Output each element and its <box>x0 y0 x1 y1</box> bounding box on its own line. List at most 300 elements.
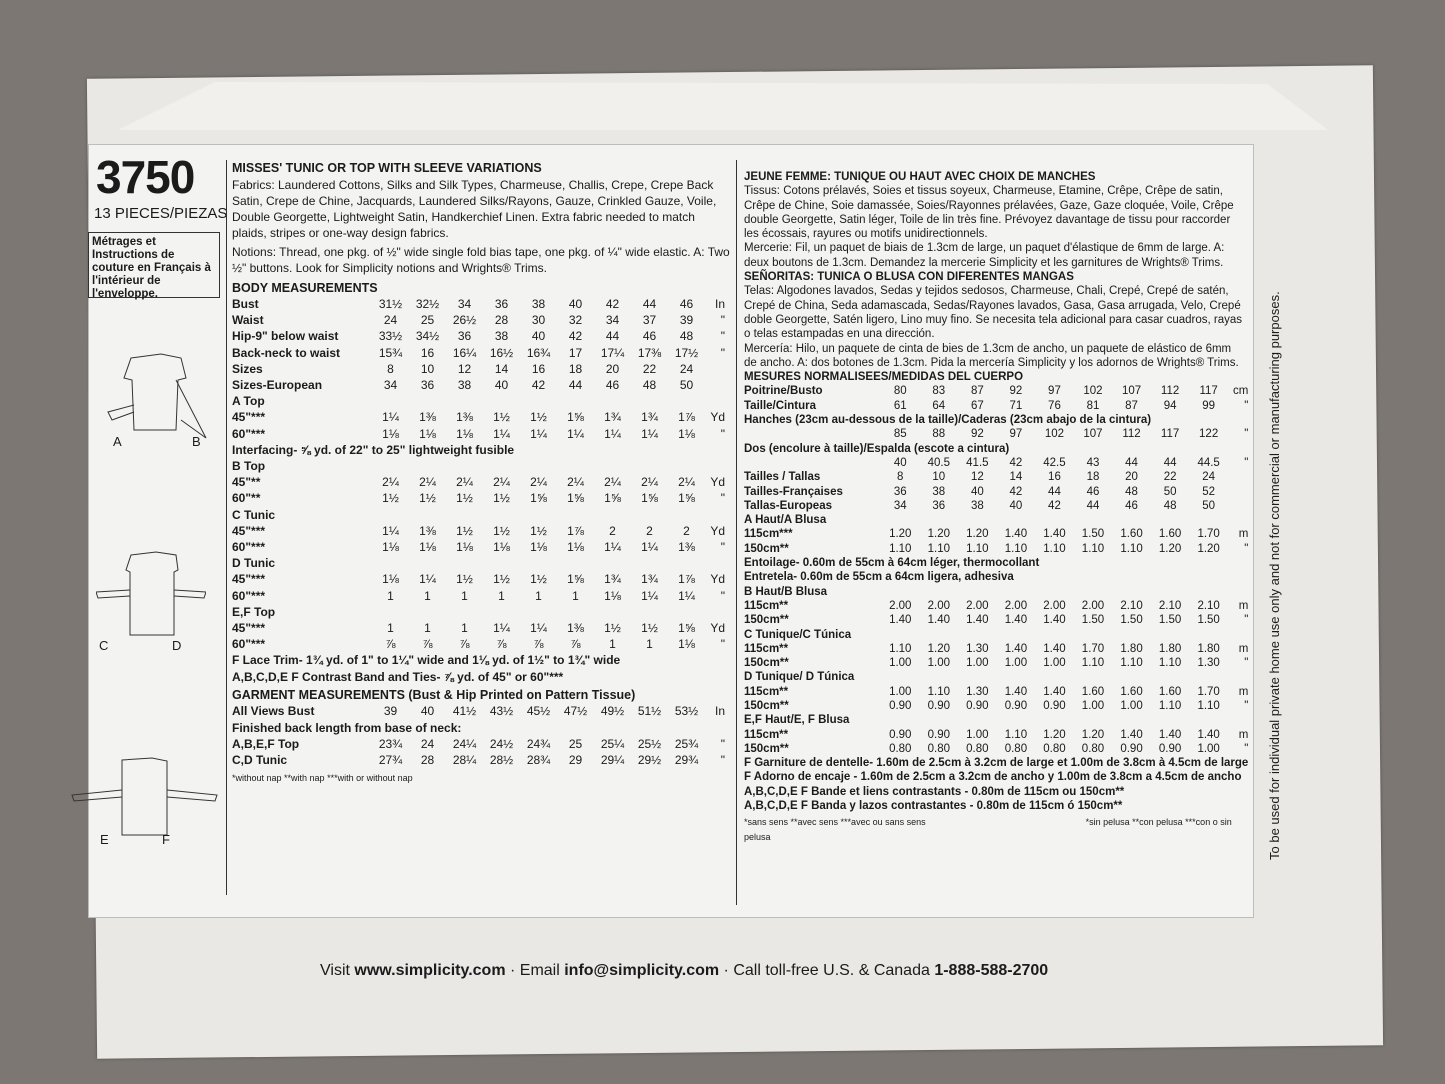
row-value: 23¾ <box>378 736 403 751</box>
row-label: Taille/Cintura <box>744 399 816 412</box>
row-value <box>1189 585 1228 599</box>
row-value: 1½ <box>530 572 547 587</box>
row-value: 25¾ <box>674 736 699 751</box>
row-label: Entretela- 0.60m de 55cm a 64cm ligera, adhesiva <box>744 571 1014 584</box>
row-value: 92 <box>970 428 984 441</box>
measurement-row <box>232 523 725 539</box>
footer-email-label: · Email <box>505 962 565 979</box>
row-value: 43 <box>1086 456 1100 469</box>
row-value: 1⅛ <box>678 426 695 441</box>
row-value: 28½ <box>489 752 514 767</box>
row-value <box>520 604 557 620</box>
row-value: 1.00 <box>1081 699 1105 712</box>
row-value <box>1074 628 1113 642</box>
row-value: 47½ <box>563 704 588 719</box>
row-label: Finished back length from base of neck: <box>232 720 462 735</box>
row-value: 37 <box>642 313 657 328</box>
row-value: 24 <box>420 736 435 751</box>
row-unit: cm <box>1232 385 1249 398</box>
row-value: 2¼ <box>456 475 473 490</box>
measurement-row <box>232 377 725 393</box>
row-value: 32½ <box>415 297 440 311</box>
row-label: 45"*** <box>232 572 266 587</box>
row-value: 1¼ <box>567 426 584 441</box>
garment-measurements-table <box>232 703 725 768</box>
row-value: 36 <box>932 499 946 512</box>
row-value <box>1074 670 1113 684</box>
measurement-row <box>744 542 1248 556</box>
row-value <box>1074 513 1113 527</box>
row-value <box>958 670 997 684</box>
row-value: 0.90 <box>966 699 989 712</box>
row-unit <box>705 555 725 571</box>
row-value: 36 <box>420 378 435 393</box>
row-value: 1¼ <box>641 426 658 441</box>
row-value: 1.40 <box>1158 728 1182 741</box>
row-label: E,F Haut/E, F Blusa <box>744 714 850 727</box>
row-value: 2.10 <box>1120 599 1143 612</box>
measurement-row <box>744 485 1248 499</box>
row-value <box>631 604 668 620</box>
row-value: 2¼ <box>567 475 584 490</box>
row-value: 2¼ <box>604 475 621 490</box>
measurement-row <box>744 756 1248 770</box>
row-label: A Top <box>232 394 265 409</box>
row-value: 102 <box>1083 385 1103 398</box>
row-value: 24 <box>679 361 694 376</box>
envelope-flap <box>118 82 1328 130</box>
row-value: 1.00 <box>927 657 950 670</box>
row-value: 46 <box>642 329 657 344</box>
row-value: 1.40 <box>966 614 989 627</box>
row-label: D Tunique/ D Túnica <box>744 671 855 684</box>
row-value: 1⅛ <box>419 540 436 555</box>
measurement-row <box>232 652 725 668</box>
row-value: 1⅛ <box>567 540 584 555</box>
row-value: 1.10 <box>1081 542 1105 555</box>
view-c-label: C <box>99 638 109 653</box>
row-value: 1¼ <box>530 426 547 441</box>
row-value: 97 <box>1048 385 1061 398</box>
row-value <box>997 670 1036 684</box>
measurement-row <box>744 799 1248 813</box>
row-value <box>594 393 631 409</box>
row-value <box>372 604 409 620</box>
row-value <box>1112 670 1151 684</box>
row-value: 43½ <box>489 704 514 719</box>
row-value: 2 <box>609 523 616 538</box>
measurement-row <box>744 470 1248 484</box>
row-value: 34 <box>383 378 398 393</box>
row-value: 1.00 <box>1043 657 1066 670</box>
row-value: 1.40 <box>1004 614 1028 627</box>
row-value <box>668 458 705 474</box>
row-value: 1 <box>646 637 653 652</box>
row-unit: " <box>720 637 725 652</box>
row-label: Sizes-European <box>232 378 323 393</box>
row-value: 2¼ <box>419 475 436 490</box>
row-value: 76 <box>1048 399 1061 412</box>
row-value: 34 <box>893 499 907 512</box>
row-label: 45"*** <box>232 410 266 425</box>
row-value: 1 <box>498 588 505 603</box>
row-value: 1⅝ <box>567 572 584 587</box>
row-value <box>1035 670 1074 684</box>
row-value: 38 <box>531 297 546 311</box>
row-value <box>483 604 520 620</box>
row-value: 1.60 <box>1081 685 1105 698</box>
row-value: 1⅛ <box>419 426 436 441</box>
row-value: 1½ <box>456 572 473 587</box>
row-value: 2.00 <box>889 599 912 612</box>
row-unit <box>1228 628 1248 642</box>
row-value: 0.90 <box>1004 699 1028 712</box>
row-value: 1¼ <box>493 621 510 636</box>
row-value: 1 <box>535 588 542 603</box>
row-value <box>881 513 920 527</box>
row-unit: Yd <box>710 572 725 587</box>
measurement-row <box>744 442 1248 456</box>
row-value: 1⅛ <box>382 572 399 587</box>
row-unit: Yd <box>710 621 725 636</box>
row-value: 0.80 <box>1043 742 1066 755</box>
row-value <box>409 393 446 409</box>
row-unit: " <box>1244 742 1249 755</box>
row-value: 80 <box>893 385 907 398</box>
measurement-row <box>744 742 1248 756</box>
row-value: 42.5 <box>1043 456 1066 469</box>
row-value: 1½ <box>530 410 547 425</box>
row-value: 1.70 <box>1197 685 1220 698</box>
row-value: 112 <box>1122 428 1141 441</box>
row-label <box>744 427 881 441</box>
row-label: 115cm*** <box>744 528 793 541</box>
measurement-row <box>232 720 725 736</box>
row-unit <box>1228 513 1248 527</box>
row-value: 112 <box>1160 385 1180 398</box>
row-value <box>668 507 705 523</box>
row-unit: Yd <box>710 523 725 538</box>
row-value: 42 <box>1048 499 1061 512</box>
row-value <box>1189 713 1228 727</box>
row-value: 107 <box>1121 385 1142 398</box>
row-value: 117 <box>1199 385 1218 398</box>
row-value: 14 <box>1009 471 1023 484</box>
row-value: 1½ <box>419 491 436 506</box>
row-value: 1.10 <box>1120 657 1143 670</box>
row-value: 1.60 <box>1158 528 1182 541</box>
row-value <box>446 507 483 523</box>
row-label: All Views Bust <box>232 704 315 719</box>
measurement-row <box>744 699 1248 713</box>
footer-website-link[interactable]: www.simplicity.com <box>354 962 506 979</box>
row-value <box>372 393 409 409</box>
row-value: 17 <box>568 345 583 360</box>
row-value: 1¼ <box>419 572 436 587</box>
measurement-row <box>744 713 1248 727</box>
row-label: C Tunique/C Túnica <box>744 628 852 641</box>
row-value: 0.90 <box>927 699 950 712</box>
row-value: 8 <box>387 361 394 376</box>
row-value <box>372 458 409 474</box>
row-unit: m <box>1238 685 1249 698</box>
row-value: 1 <box>387 621 394 636</box>
row-value: 1.70 <box>1197 528 1220 541</box>
row-unit: " <box>1244 456 1249 469</box>
measurement-row <box>744 556 1248 570</box>
row-value <box>372 507 409 523</box>
row-value <box>483 507 520 523</box>
row-value <box>409 604 446 620</box>
row-unit <box>705 361 725 377</box>
row-unit: m <box>1238 642 1249 655</box>
row-value <box>1151 713 1190 727</box>
row-value <box>520 458 557 474</box>
measurement-row <box>232 507 725 523</box>
row-value: 0.80 <box>1081 742 1105 755</box>
row-label: 45"** <box>232 475 261 490</box>
row-value: 0.80 <box>927 742 950 755</box>
pattern-number: 3750 <box>96 151 195 203</box>
pieces-count: 13 PIECES/PIEZAS <box>94 205 228 222</box>
mercerie-fr: Mercerie: Fil, un paquet de biais de 1.3cm de large, un paquet d'élastique de 6mm de large. A: deux boutons de 1.3cm. Demandez la mercerie Simplicity et les garnitures de Wrights® Trims. <box>744 242 1225 269</box>
row-value: 1.50 <box>1081 614 1105 627</box>
footnote-fr: *sans sens **avec sens ***avec ou sans sens <box>744 817 926 828</box>
row-value: 16 <box>420 345 435 360</box>
row-value: 1 <box>461 588 468 603</box>
row-value: 41.5 <box>966 456 989 469</box>
measurement-row <box>232 555 725 571</box>
row-value <box>594 555 631 571</box>
footer-email-link[interactable]: info@simplicity.com <box>564 962 720 979</box>
row-label: F Lace Trim- 1¾ yd. of 1" to 1¼" wide and 1⅛ yd. of 1½" to 1¾" wide <box>232 653 621 668</box>
row-value: 16 <box>1048 471 1061 484</box>
body-measurements-heading: BODY MEASUREMENTS <box>232 280 378 295</box>
row-value: 2¼ <box>678 475 695 490</box>
row-value: 27¾ <box>378 752 403 767</box>
row-label: Entoilage- 0.60m de 55cm à 64cm léger, thermocollant <box>744 557 1040 570</box>
row-value: 1.70 <box>1081 642 1105 655</box>
row-label: F Garniture de dentelle- 1.60m de 2.5cm à 3.2cm de large et 1.00m de 3.8cm à 4.5cm de large <box>744 757 1249 770</box>
view-f-label: F <box>162 832 170 847</box>
row-value <box>920 513 959 527</box>
row-value: 1.50 <box>1197 614 1220 627</box>
row-value: 1½ <box>493 491 510 506</box>
row-value: 48 <box>679 329 694 344</box>
row-value: 1.40 <box>1004 685 1028 698</box>
row-label <box>744 456 881 470</box>
row-value: 1.10 <box>889 642 912 655</box>
row-value: 1¼ <box>604 426 621 441</box>
row-label: Tallas-Europeas <box>744 499 832 512</box>
measurement-row <box>744 613 1248 627</box>
measurement-row <box>232 409 725 425</box>
row-value: 1½ <box>641 621 658 636</box>
row-value: ⅞ <box>422 637 433 652</box>
row-unit: " <box>1244 542 1249 555</box>
row-value: 1⅛ <box>456 426 473 441</box>
row-label: 115cm** <box>744 685 789 698</box>
row-value: 28 <box>494 313 509 328</box>
row-value <box>997 713 1036 727</box>
row-label: A,B,C,D,E F Bande et liens contrastants - 0.80m de 115cm ou 150cm** <box>744 785 1125 798</box>
row-value: 25 <box>568 736 583 751</box>
row-value: 1½ <box>456 523 473 538</box>
row-value: 44.5 <box>1197 456 1220 469</box>
row-value: 44 <box>1125 456 1138 469</box>
row-value: 1.60 <box>1120 528 1143 541</box>
row-value: 0.80 <box>889 742 912 755</box>
row-unit <box>1228 470 1248 484</box>
row-unit <box>705 458 725 474</box>
row-value: 12 <box>970 471 984 484</box>
row-value <box>1189 513 1228 527</box>
row-value: 1.20 <box>927 528 950 541</box>
row-unit: " <box>720 313 725 328</box>
row-value: 1.10 <box>927 685 950 698</box>
row-value: 1.20 <box>966 528 989 541</box>
row-label: Interfacing- ⅝ yd. of 22" to 25" lightweight fusible <box>232 442 515 457</box>
row-value: 0.80 <box>1004 742 1028 755</box>
row-value: 1.40 <box>927 614 950 627</box>
measurement-row <box>744 513 1248 527</box>
row-value: 1½ <box>456 491 473 506</box>
tissus-fr: Tissus: Cotons prélavés, Soies et tissus soyeux, Charmeuse, Etamine, Crêpe, Crêpe de satin, Crêpe de Chine, Soie damassée, Soies/Rayonnes prélavées, Gaze, Gaze cloquée, Voile, Crêpe double Georgette, Satin léger, Toile de lin très fine. Prévoyez davantage de tissu pour raccorder les écossais, rayures ou motifs unidirectionnels. <box>744 185 1234 241</box>
row-value: 10 <box>420 361 435 376</box>
row-value: 1¼ <box>382 410 399 425</box>
row-value <box>557 507 594 523</box>
row-value: 30 <box>531 313 546 328</box>
row-value <box>557 604 594 620</box>
row-value: 0.90 <box>927 728 950 741</box>
measurement-row <box>744 670 1248 684</box>
row-value: 29¾ <box>674 752 699 767</box>
view-d-label: D <box>172 638 182 653</box>
row-value: ⅞ <box>570 637 581 652</box>
measurement-row <box>744 770 1248 784</box>
row-unit: m <box>1238 728 1249 741</box>
row-label: F Adorno de encaje - 1.60m de 2.5cm a 3.2cm de ancho y 1.00m de 3.8cm a 4.5cm de ancho <box>744 771 1242 784</box>
row-value: 50 <box>1202 499 1216 512</box>
row-value: 1.20 <box>1197 542 1220 555</box>
row-value: 1⅝ <box>678 621 695 636</box>
row-value: 48 <box>1163 499 1177 512</box>
row-value: 1 <box>461 621 468 636</box>
row-value: 88 <box>932 428 946 441</box>
footer-phone: 1-888-588-2700 <box>934 962 1049 979</box>
row-value: 0.90 <box>1120 742 1143 755</box>
row-value: 1⅛ <box>493 540 510 555</box>
row-value: 2.00 <box>1043 599 1066 612</box>
row-value: 16½ <box>489 345 514 360</box>
body-measurements-table <box>232 296 725 685</box>
row-label: 150cm** <box>744 657 789 670</box>
row-label: 45"*** <box>232 523 266 538</box>
row-unit: " <box>720 588 725 603</box>
row-value: 1.80 <box>1120 642 1143 655</box>
row-value: 1¾ <box>641 410 658 425</box>
row-value: 94 <box>1163 399 1177 412</box>
row-value: 39 <box>679 313 694 328</box>
row-value: 28¼ <box>452 752 477 767</box>
row-value: 81 <box>1086 399 1100 412</box>
notions-en: Notions: Thread, one pkg. of ½" wide single fold bias tape, one pkg. of ¼" wide elastic. A: Two ½" buttons. Look for Simplicity notions and Wrights® Trims. <box>232 244 730 275</box>
row-unit: " <box>1244 614 1249 627</box>
row-value: 42 <box>605 297 620 311</box>
row-label: B Haut/B Blusa <box>744 585 828 598</box>
row-value: 2 <box>646 523 653 538</box>
measurement-row <box>232 636 725 652</box>
row-value: 1.00 <box>889 685 912 698</box>
row-value <box>446 604 483 620</box>
row-label: A,B,E,F Top <box>232 736 300 751</box>
row-value <box>1189 628 1228 642</box>
row-value: 16¼ <box>452 345 477 360</box>
row-value <box>1151 513 1190 527</box>
row-value: 1.20 <box>1158 542 1182 555</box>
row-value: 1⅜ <box>456 410 473 425</box>
row-unit: Yd <box>710 410 725 425</box>
row-unit <box>705 393 725 409</box>
row-value <box>557 458 594 474</box>
row-unit <box>705 604 725 620</box>
row-value: 44 <box>1048 485 1061 498</box>
row-value: 1.40 <box>1043 528 1066 541</box>
row-value: 117 <box>1160 428 1180 441</box>
row-value: 2.10 <box>1158 599 1182 612</box>
measurement-row <box>744 685 1248 699</box>
row-value: 1.40 <box>1043 685 1066 698</box>
row-value <box>997 513 1036 527</box>
row-value: 1.30 <box>1197 657 1220 670</box>
measurement-row <box>744 628 1248 642</box>
row-value: 1.40 <box>1043 614 1066 627</box>
row-value: 87 <box>1125 399 1138 412</box>
row-value: 24 <box>1202 471 1216 484</box>
row-value: 1⅞ <box>678 572 695 587</box>
row-value: 1.40 <box>1004 528 1028 541</box>
footer-call: · Call toll-free U.S. & Canada <box>719 962 935 979</box>
row-label: C,D Tunic <box>232 752 288 767</box>
row-value <box>1035 513 1074 527</box>
row-value: 102 <box>1044 428 1065 441</box>
row-value: 1¾ <box>604 572 621 587</box>
row-value <box>372 555 409 571</box>
row-value: 1 <box>609 637 616 652</box>
footnote-fr-es <box>744 815 1244 844</box>
measurement-row <box>232 620 725 636</box>
row-value: 1.00 <box>966 657 989 670</box>
row-value: 2.00 <box>966 599 989 612</box>
row-label: 60"*** <box>232 426 266 441</box>
row-value: 1 <box>424 621 431 636</box>
row-value: 1.30 <box>966 685 989 698</box>
row-value: 33½ <box>378 329 403 344</box>
row-value: 1¾ <box>604 410 621 425</box>
row-value: 1.10 <box>1004 542 1028 555</box>
row-value: 1.10 <box>1197 699 1220 712</box>
row-value: 1.10 <box>1120 542 1143 555</box>
row-value: 24½ <box>489 736 514 751</box>
row-value: 1.10 <box>1004 728 1028 741</box>
row-value: 46 <box>605 378 620 393</box>
row-value <box>958 713 997 727</box>
row-value <box>520 507 557 523</box>
row-value: 71 <box>1009 399 1023 412</box>
measurement-row <box>744 413 1248 427</box>
row-value <box>520 393 557 409</box>
row-label: Hanches (23cm au-dessous de la taille)/Caderas (23cm abajo de la cintura) <box>744 414 1152 427</box>
